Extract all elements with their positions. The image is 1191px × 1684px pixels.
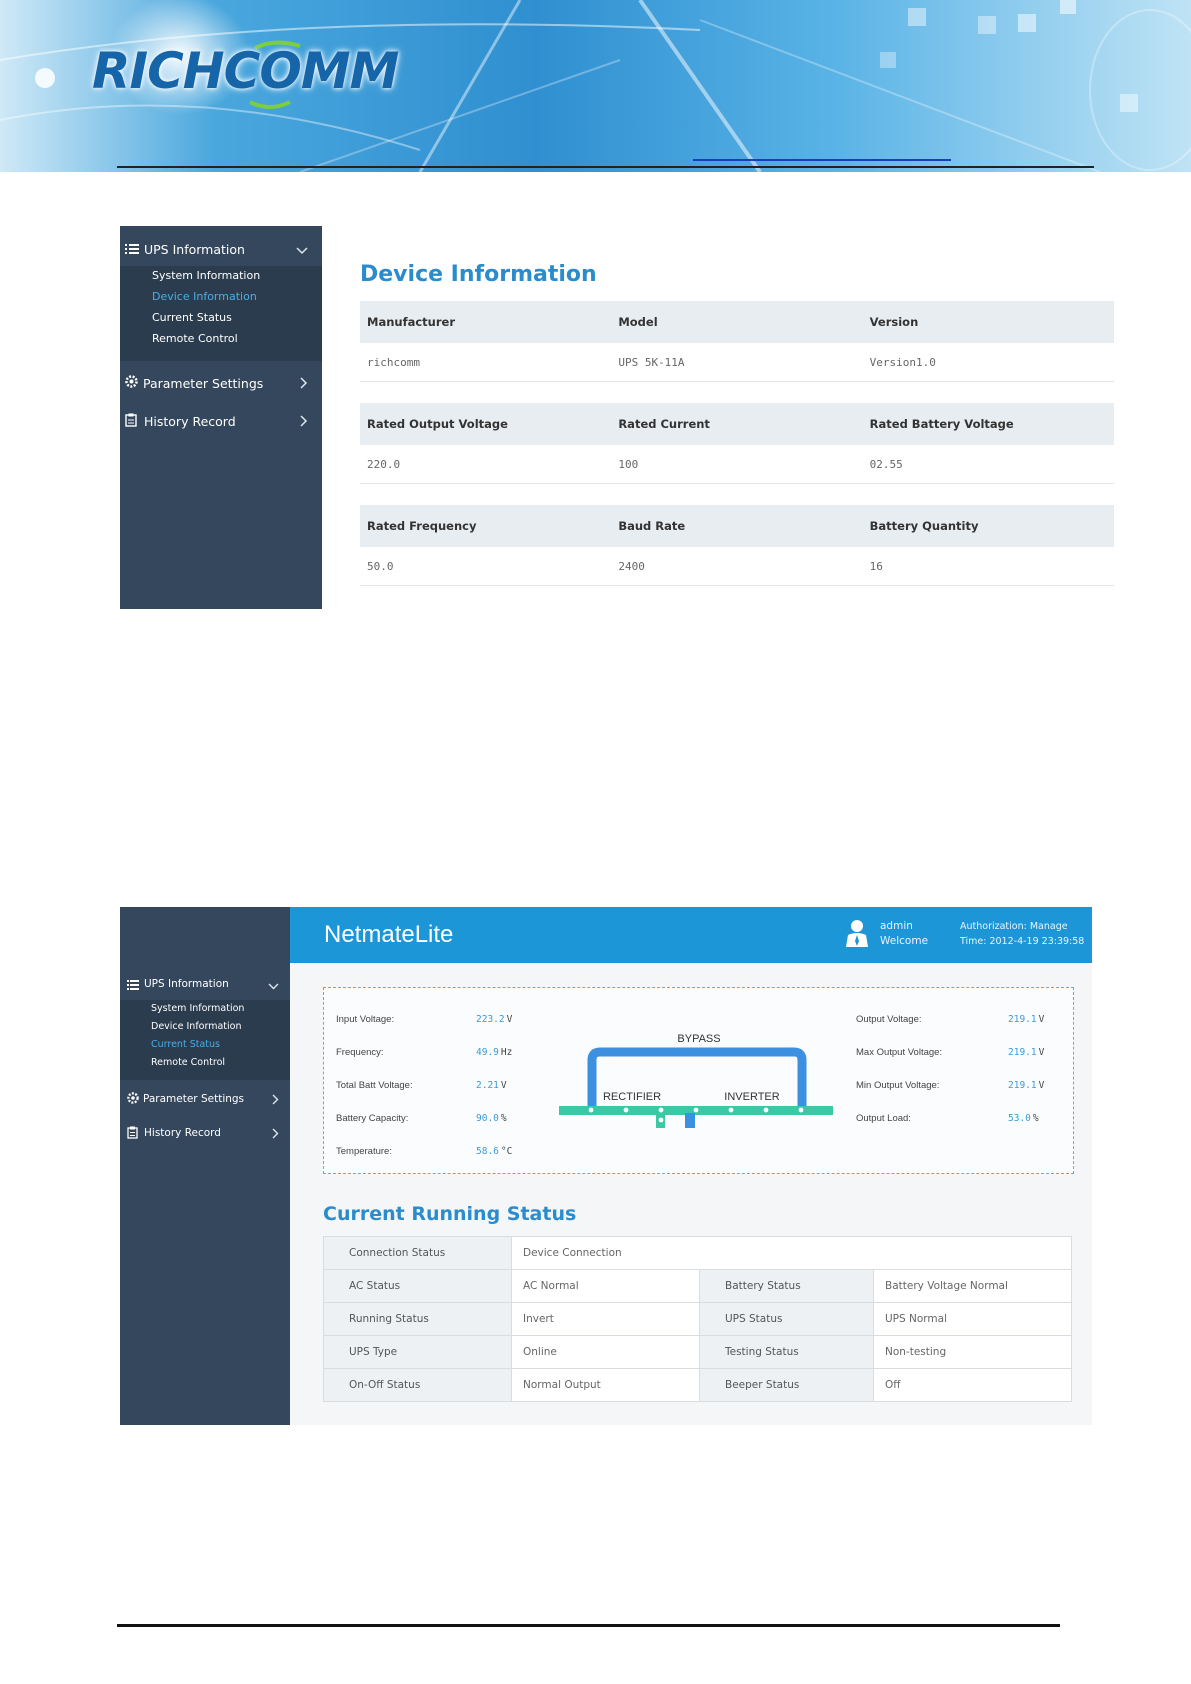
reading-value: 49.9: [476, 1047, 499, 1058]
reading-value-wrap: [1008, 1080, 1044, 1091]
bypass-label: BYPASS: [677, 1033, 721, 1045]
status-value: Battery Voltage Normal: [874, 1270, 1072, 1303]
app-brand: NetmateLite: [324, 921, 454, 948]
status-value: Invert: [512, 1303, 700, 1336]
info-header: Model: [618, 315, 658, 329]
status-value: Normal Output: [512, 1369, 700, 1402]
reading-label: Total Batt Voltage:: [336, 1080, 413, 1091]
sidebar-group-label: UPS Information: [144, 241, 245, 257]
table-row: [324, 1237, 1072, 1270]
reading-unit: V: [1038, 1014, 1045, 1025]
reading-value-wrap: [476, 1047, 512, 1058]
status-value: UPS Normal: [874, 1303, 1072, 1336]
user-avatar-icon: [846, 919, 868, 951]
status-label: Connection Status: [324, 1237, 512, 1270]
chevron-right-icon: [300, 374, 308, 393]
info-header-row: [360, 505, 1114, 547]
running-status-table: [323, 1236, 1072, 1402]
reading-unit: %: [1032, 1113, 1039, 1124]
info-value-row: [360, 343, 1114, 382]
sidebar-group-history-record[interactable]: [120, 408, 322, 434]
reading-unit: V: [1038, 1080, 1045, 1091]
reading-value: 219.1: [1008, 1047, 1037, 1058]
sidebar-item-system-information[interactable]: System Information: [152, 269, 261, 282]
reading-value: 53.0: [1008, 1113, 1031, 1124]
info-header: Rated Output Voltage: [367, 417, 508, 431]
welcome-text: Welcome: [880, 935, 929, 947]
reading-label: Min Output Voltage:: [856, 1080, 940, 1091]
sidebar-group-label: History Record: [144, 413, 236, 429]
reading-value-wrap: [476, 1113, 507, 1124]
sidebar-item-remote-control[interactable]: Remote Control: [151, 1057, 226, 1068]
list-icon: [125, 240, 141, 259]
info-value-row: [360, 445, 1114, 484]
reading-value: 90.0: [476, 1113, 499, 1124]
status-label: Battery Status: [700, 1270, 874, 1303]
table-row: [324, 1336, 1072, 1369]
status-value: Online: [512, 1336, 700, 1369]
info-value: 220.0: [367, 457, 401, 471]
reading-output-voltage: [856, 1014, 1045, 1025]
reading-label: Temperature:: [336, 1146, 392, 1157]
info-block-ratings: [360, 403, 1114, 484]
status-value: Device Connection: [512, 1237, 1072, 1270]
reading-value-wrap: [1008, 1113, 1039, 1124]
inverter-label: INVERTER: [724, 1091, 780, 1103]
ups-flow-diagram: [559, 1008, 834, 1128]
banner-accent-line: [693, 159, 951, 161]
gear-icon: [126, 1090, 142, 1109]
table-row: [324, 1369, 1072, 1402]
reading-label: Max Output Voltage:: [856, 1047, 943, 1058]
status-label: UPS Type: [324, 1336, 512, 1369]
status-label: Running Status: [324, 1303, 512, 1336]
reading-total-batt-voltage: [336, 1080, 507, 1091]
user-info: [880, 919, 928, 949]
section-title: Current Running Status: [323, 1203, 577, 1225]
netmate-topbar: [290, 907, 1092, 963]
battery-line: [685, 1113, 695, 1128]
info-header-row: [360, 403, 1114, 445]
reading-value-wrap: [476, 1080, 507, 1091]
sidebar-group-parameter-settings[interactable]: [120, 370, 322, 396]
reading-value: 223.2: [476, 1014, 505, 1025]
list-icon: [127, 975, 143, 994]
sidebar-group-label: Parameter Settings: [143, 1093, 245, 1105]
status-value: AC Normal: [512, 1270, 700, 1303]
info-header: Rated Current: [618, 417, 710, 431]
reading-value: 219.1: [1008, 1080, 1037, 1091]
sidebar-group-label: UPS Information: [144, 978, 229, 990]
page-title: Device Information: [360, 262, 597, 287]
info-header: Battery Quantity: [869, 519, 979, 533]
info-value: 02.55: [869, 457, 903, 471]
status-value: Non-testing: [874, 1336, 1072, 1369]
reading-temperature: [336, 1146, 513, 1157]
reading-output-load: [856, 1113, 1039, 1124]
clipboard-icon: [127, 1124, 143, 1143]
reading-frequency: [336, 1047, 513, 1058]
reading-value: 58.6: [476, 1146, 499, 1157]
banner-divider: [117, 166, 1094, 168]
info-value: Version1.0: [869, 355, 936, 369]
status-label: Beeper Status: [700, 1369, 874, 1402]
reading-min-output-voltage: [856, 1080, 1045, 1091]
sidebar-item-device-information[interactable]: Device Information: [152, 290, 257, 303]
footer-divider: [117, 1624, 1060, 1627]
sidebar-group-ups-information[interactable]: [120, 972, 290, 996]
status-label: AC Status: [324, 1270, 512, 1303]
info-header: Rated Frequency: [367, 519, 477, 533]
reading-label: Input Voltage:: [336, 1014, 395, 1025]
info-header: Baud Rate: [618, 519, 686, 533]
netmate-sidebar: [120, 907, 290, 1425]
chevron-right-icon: [272, 1090, 279, 1109]
info-block-communication: [360, 505, 1114, 586]
reading-value: 219.1: [1008, 1014, 1037, 1025]
reading-label: Output Voltage:: [856, 1014, 922, 1025]
reading-unit: V: [1038, 1047, 1045, 1058]
table-row: [324, 1270, 1072, 1303]
session-info: [960, 919, 1084, 949]
chevron-right-icon: [272, 1124, 279, 1143]
reading-unit: V: [500, 1080, 507, 1091]
info-value: richcomm: [367, 355, 420, 369]
status-label: UPS Status: [700, 1303, 874, 1336]
sidebar-group-label: History Record: [144, 1127, 221, 1139]
sidebar-group-label: Parameter Settings: [143, 375, 264, 391]
chevron-right-icon: [300, 412, 308, 431]
reading-unit: Hz: [500, 1047, 513, 1058]
sidebar-group-ups-information[interactable]: [120, 236, 322, 262]
time-text: Time: 2012-4-19 23:39:58: [960, 936, 1085, 947]
reading-value-wrap: [476, 1146, 512, 1157]
reading-value-wrap: [476, 1014, 512, 1025]
info-value: 50.0: [367, 559, 394, 573]
info-value: 16: [869, 559, 883, 573]
status-label: On-Off Status: [324, 1369, 512, 1402]
sidebar-group-history-record[interactable]: [120, 1121, 290, 1145]
sidebar-nav: [120, 226, 322, 609]
info-value: 100: [618, 457, 639, 471]
reading-input-voltage: [336, 1014, 513, 1025]
authorization-text: Authorization: Manage: [960, 921, 1068, 932]
chevron-down-icon: [268, 975, 279, 994]
reading-unit: %: [500, 1113, 507, 1124]
sidebar-item-current-status[interactable]: Current Status: [152, 311, 232, 324]
info-header: Rated Battery Voltage: [869, 417, 1014, 431]
reading-label: Frequency:: [336, 1047, 384, 1058]
info-header-row: [360, 301, 1114, 343]
gear-icon: [124, 374, 140, 393]
info-header: Manufacturer: [367, 315, 455, 329]
sidebar-group-parameter-settings[interactable]: [120, 1087, 290, 1111]
info-value: 2400: [618, 559, 645, 573]
status-label: Testing Status: [700, 1336, 874, 1369]
reading-value-wrap: [1008, 1014, 1044, 1025]
company-logo: RICHCOMM: [92, 42, 399, 100]
username: admin: [880, 920, 913, 932]
header-banner: [0, 0, 1191, 172]
table-row: [324, 1303, 1072, 1336]
reading-unit: V: [506, 1014, 513, 1025]
sidebar-item-device-information[interactable]: Device Information: [151, 1021, 242, 1032]
ups-overview-panel: [323, 987, 1074, 1174]
reading-battery-capacity: [336, 1113, 507, 1124]
reading-value: 2.21: [476, 1080, 499, 1091]
sidebar-item-system-information[interactable]: System Information: [151, 1003, 245, 1014]
info-header: Version: [869, 315, 919, 329]
reading-label: Battery Capacity:: [336, 1113, 409, 1124]
reading-value-wrap: [1008, 1047, 1044, 1058]
sidebar-item-remote-control[interactable]: Remote Control: [152, 332, 238, 345]
status-value: Off: [874, 1369, 1072, 1402]
info-value: UPS 5K-11A: [618, 355, 685, 369]
reading-unit: °C: [500, 1146, 513, 1157]
reading-label: Output Load:: [856, 1113, 911, 1124]
info-value-row: [360, 547, 1114, 586]
reading-max-output-voltage: [856, 1047, 1045, 1058]
sidebar-item-current-status[interactable]: Current Status: [151, 1039, 220, 1050]
clipboard-icon: [125, 412, 141, 431]
rectifier-label: RECTIFIER: [602, 1091, 662, 1103]
chevron-down-icon: [296, 240, 308, 259]
info-block-general: [360, 301, 1114, 382]
